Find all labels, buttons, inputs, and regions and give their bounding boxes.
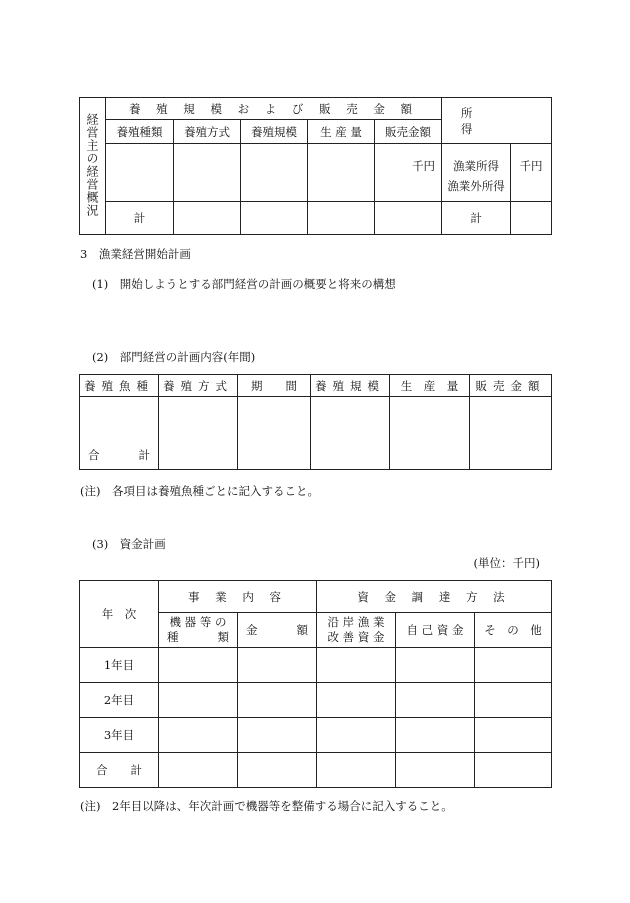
cell-empty[interactable] xyxy=(308,144,375,202)
subsection-3-heading: (3) 資金計画 xyxy=(92,537,166,551)
unit-note: (単位：千円) xyxy=(473,556,540,570)
col-own-funds: 自 己 資 金 xyxy=(396,613,475,648)
col-production: 生 産 量 xyxy=(390,375,470,397)
cell-empty[interactable] xyxy=(317,683,396,718)
col-aquaculture-method: 養殖方式 xyxy=(174,120,241,144)
cell-empty[interactable] xyxy=(475,648,552,683)
cell-empty[interactable] xyxy=(159,683,238,718)
cell-empty[interactable] xyxy=(470,397,552,470)
col-production: 生 産 量 xyxy=(308,120,375,144)
total-label-b: 計 xyxy=(138,448,150,462)
income-total-label: 計 xyxy=(442,202,511,235)
total-label-a: 合 xyxy=(88,448,100,462)
fishery-income-label: 漁業所得 xyxy=(453,159,500,173)
col-aquaculture-type: 養殖種類 xyxy=(106,120,174,144)
cell-empty[interactable] xyxy=(511,202,552,235)
cell-empty[interactable] xyxy=(396,718,475,753)
cell-empty[interactable] xyxy=(308,202,375,235)
cell-empty[interactable] xyxy=(174,144,241,202)
cell-empty[interactable] xyxy=(241,202,308,235)
cell-empty[interactable] xyxy=(241,144,308,202)
year-1-label: 1年目 xyxy=(80,648,159,683)
cell-empty[interactable] xyxy=(317,753,396,788)
cell-empty[interactable] xyxy=(317,648,396,683)
equipment-type-line2a: 種 xyxy=(167,630,179,644)
cell-empty[interactable] xyxy=(390,397,470,470)
section-3-heading: 3 漁業経営開始計画 xyxy=(80,247,191,261)
plan-content-table xyxy=(79,374,552,470)
cell-empty[interactable] xyxy=(375,202,442,235)
coastal-funds-line2: 改 善 資 金 xyxy=(327,630,385,644)
amount-a: 金 xyxy=(246,623,258,637)
year-2-label: 2年目 xyxy=(80,683,159,718)
col-period: 期 間 xyxy=(238,375,311,397)
cell-empty[interactable] xyxy=(174,202,241,235)
cell-empty[interactable] xyxy=(238,397,311,470)
non-fishery-income-label: 漁業外所得 xyxy=(447,179,505,193)
equipment-type-line1: 機 器 等 の xyxy=(169,615,227,629)
equipment-type-line2b: 類 xyxy=(217,630,229,644)
cell-empty[interactable] xyxy=(475,753,552,788)
col-amount xyxy=(238,613,317,648)
species-total-cell xyxy=(80,397,159,470)
cell-empty[interactable] xyxy=(396,683,475,718)
income-header-text: 所 得 xyxy=(460,105,533,136)
cell-empty[interactable] xyxy=(238,648,317,683)
business-content-header: 事 業 内 容 xyxy=(159,581,317,613)
col-method: 養殖方式 xyxy=(159,375,238,397)
cell-empty[interactable] xyxy=(396,648,475,683)
year-header: 年 次 xyxy=(80,581,159,648)
grand-total-label: 合 計 xyxy=(80,753,159,788)
scale-sales-header: 養 殖 規 模 お よ び 販 売 金 額 xyxy=(106,98,442,120)
col-aquaculture-scale: 養殖規模 xyxy=(241,120,308,144)
cell-empty[interactable] xyxy=(238,683,317,718)
cell-empty[interactable] xyxy=(238,753,317,788)
cell-empty[interactable] xyxy=(159,397,238,470)
col-equipment-type xyxy=(159,613,238,648)
cell-empty[interactable] xyxy=(159,753,238,788)
cell-empty[interactable] xyxy=(311,397,390,470)
funding-method-header: 資 金 調 達 方 法 xyxy=(317,581,552,613)
col-other: そ の 他 xyxy=(475,613,552,648)
operator-overview-table xyxy=(79,97,552,235)
cell-empty[interactable] xyxy=(238,718,317,753)
income-types-cell xyxy=(442,144,511,202)
cell-empty[interactable] xyxy=(475,718,552,753)
cell-empty[interactable] xyxy=(396,753,475,788)
cell-empty[interactable] xyxy=(159,648,238,683)
total-label: 計 xyxy=(106,202,174,235)
year-3-label: 3年目 xyxy=(80,718,159,753)
cell-empty[interactable] xyxy=(475,683,552,718)
col-sales-amount: 販売金額 xyxy=(375,120,442,144)
funding-plan-table xyxy=(79,580,552,788)
subsection-1-heading: (1) 開始しようとする部門経営の計画の概要と将来の構想 xyxy=(92,277,396,291)
operator-overview-label-text: 経営主の経営概況 xyxy=(85,112,99,217)
cell-empty[interactable] xyxy=(317,718,396,753)
sales-unit: 千円 xyxy=(412,159,436,173)
col-fish-species: 養殖魚種 xyxy=(80,375,159,397)
cell-empty[interactable] xyxy=(106,144,174,202)
col-coastal-improvement-funds xyxy=(317,613,396,648)
sales-unit-cell[interactable] xyxy=(375,144,442,202)
col-scale: 養殖規模 xyxy=(311,375,390,397)
coastal-funds-line1: 沿 岸 漁 業 xyxy=(327,615,385,629)
cell-empty[interactable] xyxy=(159,718,238,753)
income-unit-cell[interactable] xyxy=(511,144,552,202)
subsection-2-heading: (2) 部門経営の計画内容(年間) xyxy=(92,350,256,364)
note-2: (注) 2年目以降は、年次計画で機器等を整備する場合に記入すること。 xyxy=(80,799,453,813)
note-1: (注) 各項目は養殖魚種ごとに記入すること。 xyxy=(80,484,319,498)
income-unit: 千円 xyxy=(519,159,543,173)
income-header xyxy=(442,98,552,144)
operator-overview-label xyxy=(80,98,106,235)
amount-b: 額 xyxy=(296,623,308,637)
col-sales: 販売金額 xyxy=(470,375,552,397)
